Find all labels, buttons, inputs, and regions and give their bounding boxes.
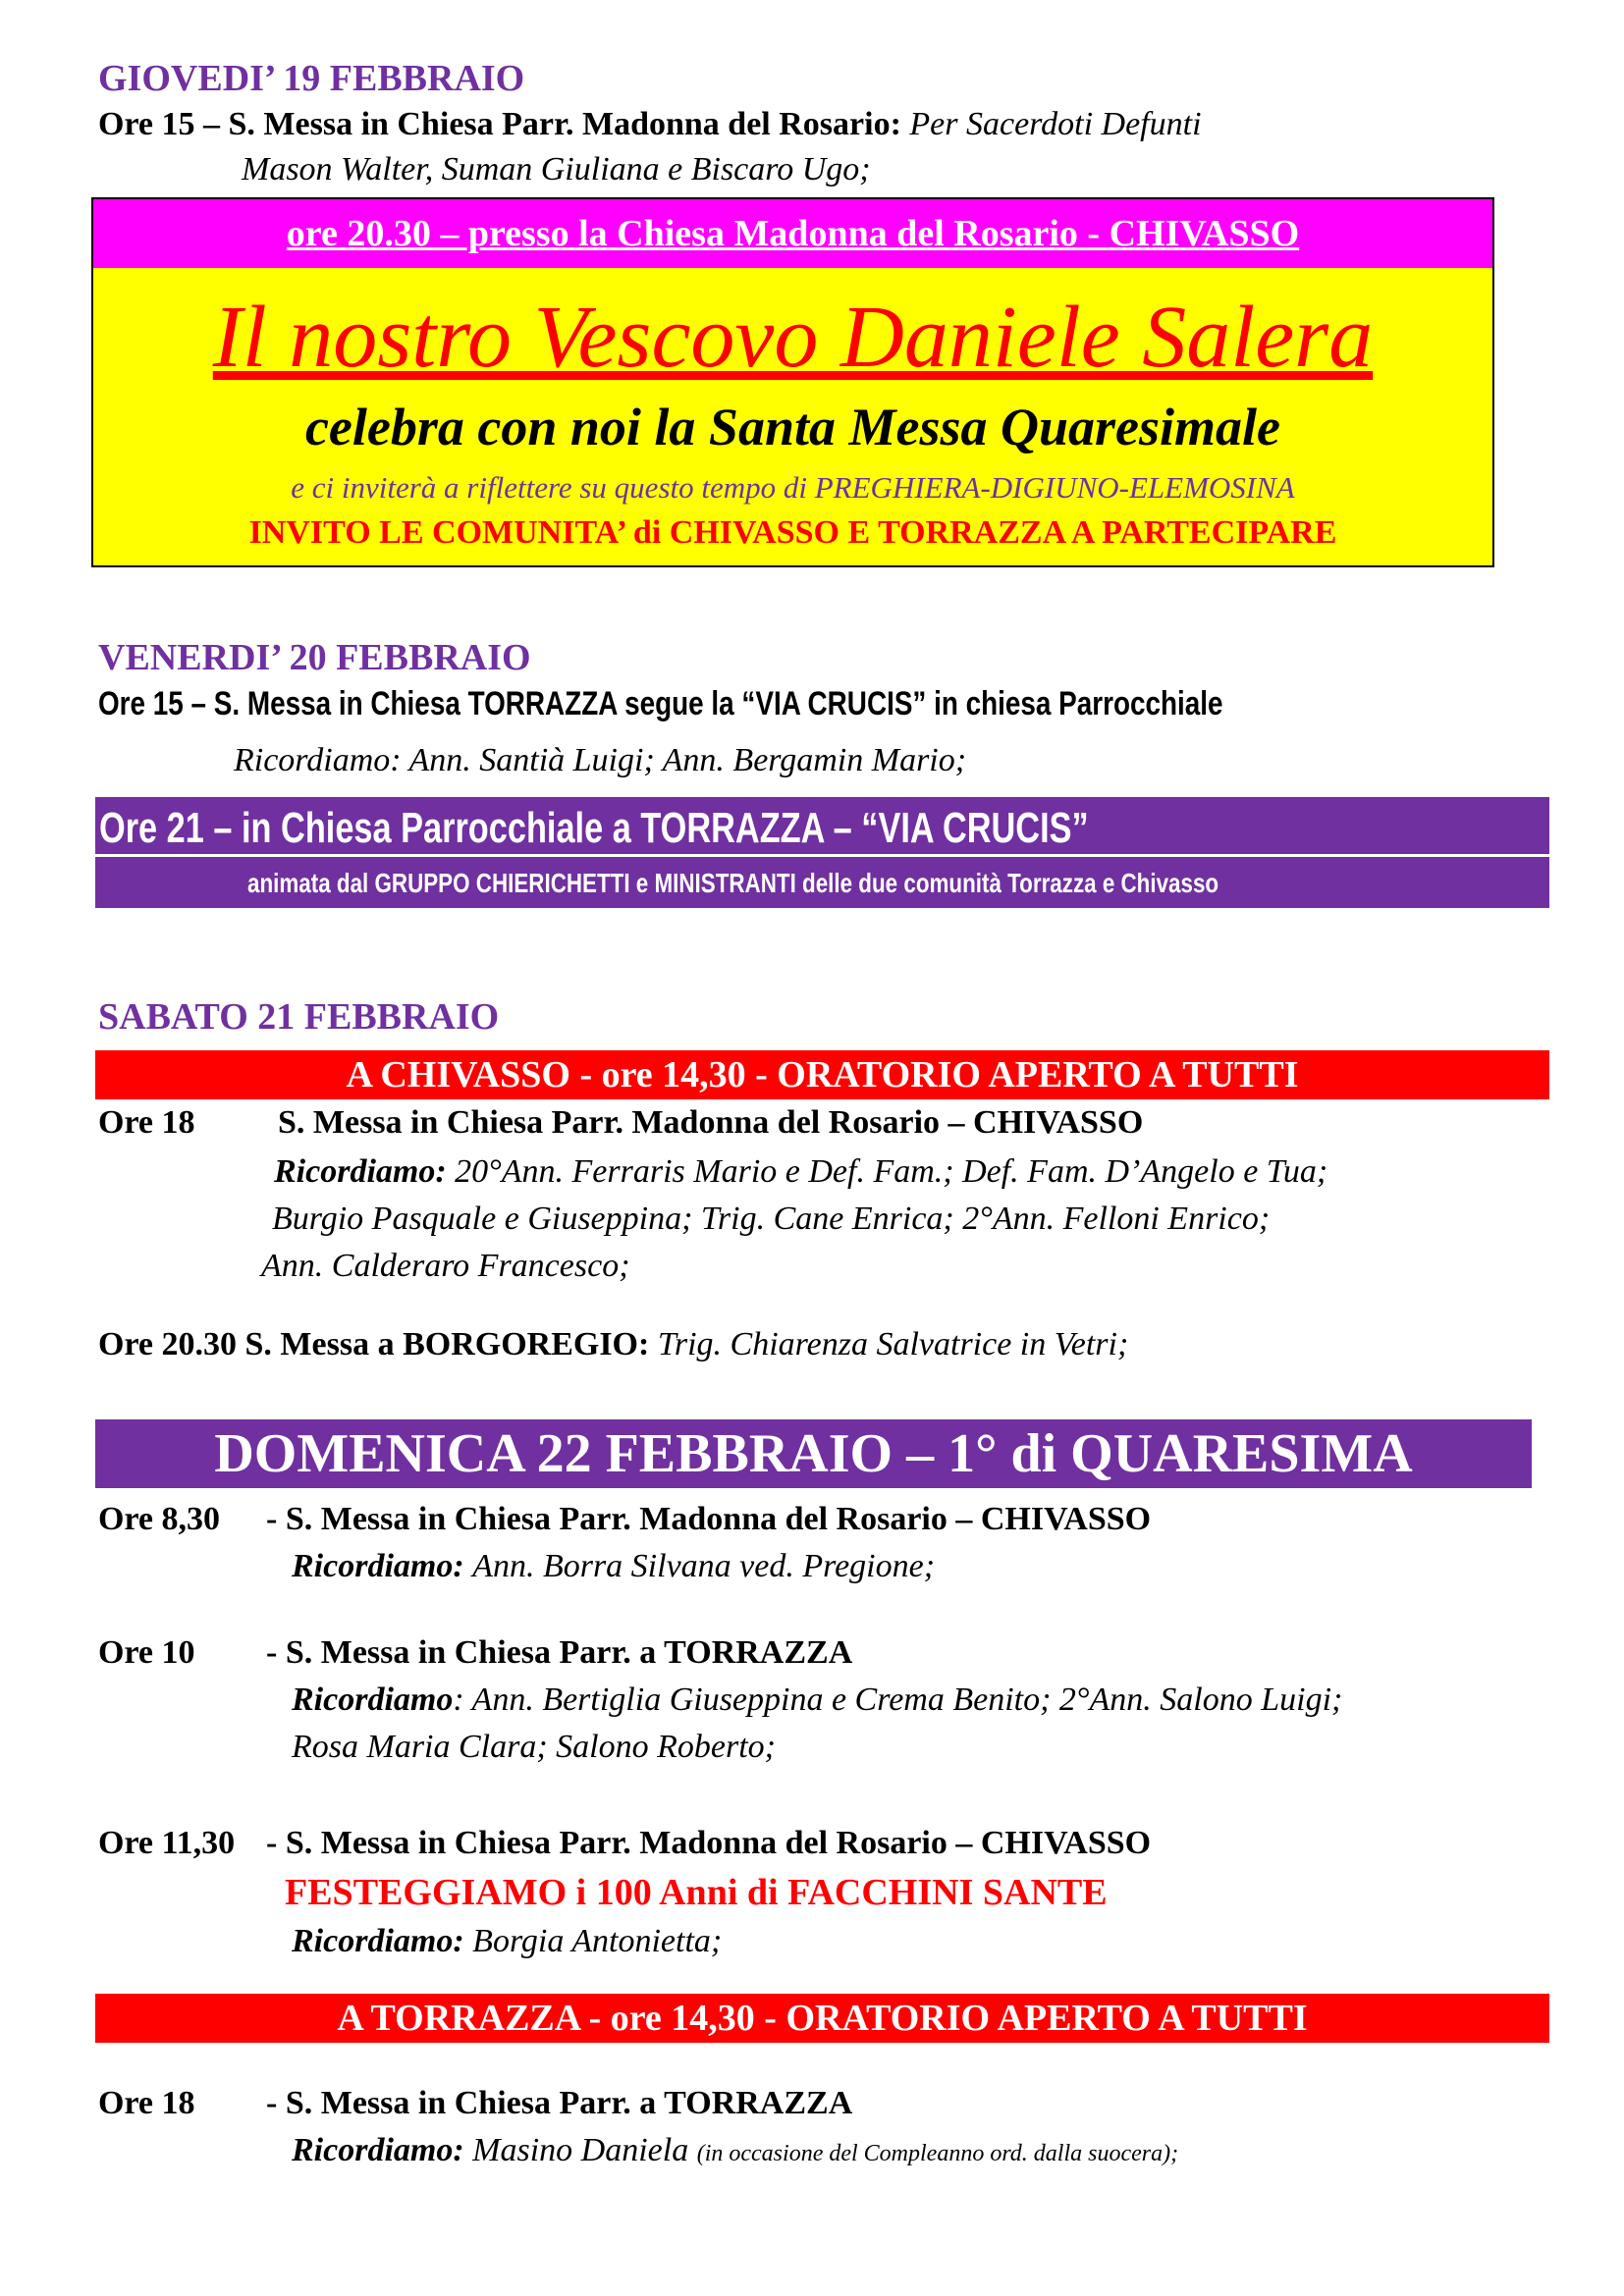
bishop-mass-box [91,197,1494,567]
heading-sabato: SABATO 21 FEBBRAIO [98,996,500,1038]
bishop-mass-time-bar: ore 20.30 – presso la Chiesa Madonna del Rosario - CHIVASSO [93,199,1492,268]
thursday-mass-time: Ore 15 – S. Messa in Chiesa Parr. Madonna del Rosario: [98,106,901,142]
sun-mass1-place: - S. Messa in Chiesa Parr. Madonna del Rosario – CHIVASSO [266,1501,1152,1537]
thursday-mass-line [98,108,1202,141]
sun-mass1-ricordiamo-label: Ricordiamo: [292,1548,464,1584]
sunday-banner: DOMENICA 22 FEBBRAIO – 1° di QUARESIMA [95,1419,1532,1488]
sat-mass1-ricordiamo-text: 20°Ann. Ferraris Mario e Def. Fam.; Def. Fam. D’Angelo e Tua; [455,1153,1328,1190]
torrazza-oratorio-bar: A TORRAZZA - ore 14,30 - ORATORIO APERTO A TUTTI [95,1994,1549,2043]
sat-mass1-remember-2: Burgio Pasquale e Giuseppina; Trig. Cane Enrica; 2°Ann. Felloni Enrico; [272,1201,1271,1237]
sat-mass2-time: Ore 20.30 S. Messa a BORGOREGIO: [98,1326,650,1362]
chivasso-oratorio-bar: A CHIVASSO - ore 14,30 - ORATORIO APERTO A TUTTI [95,1050,1549,1099]
sun-mass2-place: - S. Messa in Chiesa Parr. a TORRAZZA [266,1634,853,1671]
sun-mass2-time: Ore 10 [98,1634,195,1671]
via-crucis-title: Ore 21 – in Chiesa Parrocchiale a TORRAZZA – “VIA CRUCIS” [99,804,1089,852]
sun-mass3-ricordiamo-label: Ricordiamo: [292,1923,464,1959]
heading-venerdi: VENERDI’ 20 FEBBRAIO [98,637,531,678]
sun-mass4-place: - S. Messa in Chiesa Parr. a TORRAZZA [266,2085,853,2121]
sun-mass3-ricordiamo-text: Borgia Antonietta; [472,1923,723,1959]
sun-mass3-celebration: FESTEGGIAMO i 100 Anni di FACCHINI SANTE [285,1872,1108,1913]
sun-mass4-time: Ore 18 [98,2085,195,2121]
bishop-celebra: celebra con noi la Santa Messa Quaresimale [304,398,1281,456]
sun-mass2-ricordiamo-label: Ricordiamo [292,1682,454,1718]
thursday-mass-names: Mason Walter, Suman Giuliana e Biscaro Ugo; [242,151,871,187]
sat-mass1-place: S. Messa in Chiesa Parr. Madonna del Rosario – CHIVASSO [278,1104,1144,1141]
sun-mass2-ricordiamo-text: : Ann. Bertiglia Giuseppina e Crema Benito; 2°Ann. Salono Luigi; [453,1682,1343,1718]
thursday-mass-intention: Per Sacerdoti Defunti [909,106,1202,142]
via-crucis-sub-bar [95,857,1549,908]
via-crucis-subtitle: animata dal GRUPPO CHIERICHETTI e MINISTRANTI delle due comunità Torrazza e Chivasso [247,868,1219,898]
bishop-mass-body [93,268,1492,565]
sun-mass1-remember [292,1550,935,1583]
sat-mass2-intention: Trig. Chiarenza Salvatrice in Vetri; [657,1326,1129,1362]
sun-mass3-time: Ore 11,30 [98,1825,236,1861]
bishop-reflection: e ci inviterà a riflettere su questo tempo di PREGHIERA-DIGIUNO-ELEMOSINA [291,470,1295,505]
sun-mass2-remember-1 [292,1683,1342,1717]
heading-giovedi: GIOVEDI’ 19 FEBBRAIO [98,58,525,99]
sat-mass1-time: Ore 18 [98,1104,195,1141]
sun-mass1-ricordiamo-text: Ann. Borra Silvana ved. Pregione; [472,1548,936,1584]
friday-mass-line: Ore 15 – S. Messa in Chiesa TORRAZZA segue la “VIA CRUCIS” in chiesa Parrocchiale [98,685,1223,722]
sat-mass2-line [98,1328,1128,1362]
bishop-invitation: INVITO LE COMUNITA’ di CHIVASSO E TORRAZZA A PARTECIPARE [248,514,1337,551]
sun-mass3-remember [292,1925,722,1958]
sun-mass4-ricordiamo-text: Masino Daniela [472,2132,689,2168]
sun-mass1-time: Ore 8,30 [98,1501,221,1537]
via-crucis-bar [95,797,1549,854]
friday-remembrance: Ricordiamo: Ann. Santià Luigi; Ann. Bergamin Mario; [234,742,967,778]
sun-mass4-remember [292,2134,1178,2167]
sat-mass1-remember-3: Ann. Calderaro Francesco; [261,1248,630,1284]
sun-mass4-note: (in occasione del Compleanno ord. dalla suocera); [696,2141,1179,2166]
sat-mass1-ricordiamo-label: Ricordiamo: [274,1153,447,1190]
bishop-title: Il nostro Vescovo Daniele Salera [212,289,1374,386]
sun-mass4-ricordiamo-label: Ricordiamo: [292,2132,464,2168]
sun-mass2-remember-2: Rosa Maria Clara; Salono Roberto; [292,1729,776,1765]
sat-mass1-remember-1 [274,1155,1327,1189]
sun-mass3-place: - S. Messa in Chiesa Parr. Madonna del Rosario – CHIVASSO [266,1825,1152,1861]
